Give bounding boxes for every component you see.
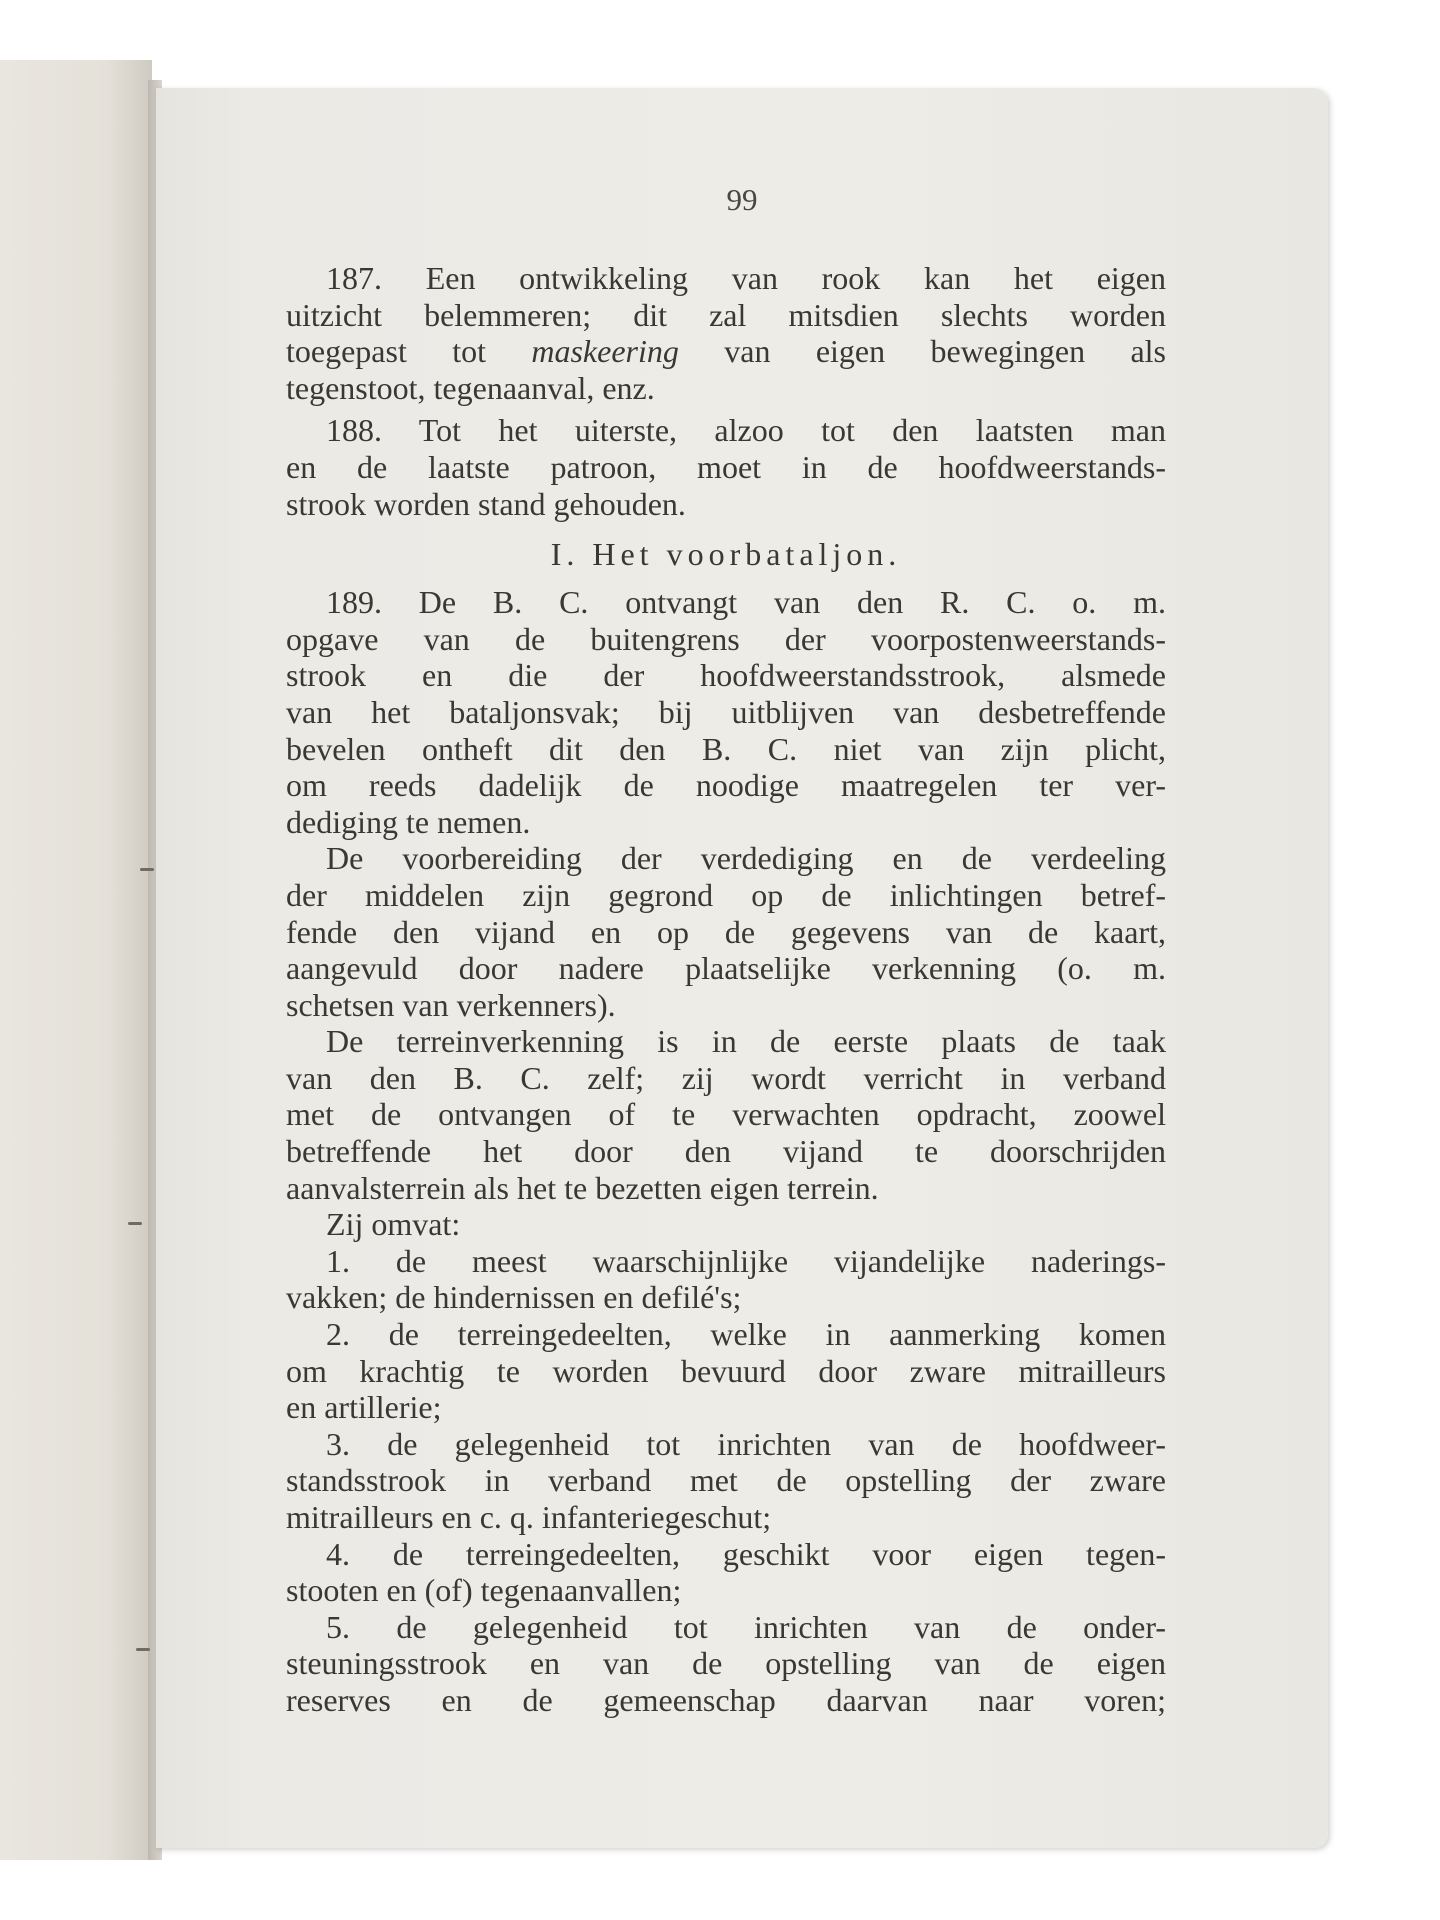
paragraph-188: [286, 412, 1166, 522]
paragraph-zij-omvat: [286, 1206, 1166, 1243]
text-line: tegenstoot, tegenaanval, enz.: [286, 369, 655, 406]
text-line: fende den vijand en op de gegevens van de kaart,: [286, 913, 1166, 950]
text-line: dediging te nemen.: [286, 803, 531, 840]
margin-mark: [128, 1222, 142, 1225]
text-line: om reeds dadelijk de noodige maatregelen ter ver-: [286, 767, 1166, 804]
text-line: De voorbereiding der verdediging en de verdeeling: [326, 840, 1166, 877]
text-line: 2. de terreingedeelten, welke in aanmerking komen: [326, 1316, 1166, 1353]
left-page-edge: [0, 60, 152, 1860]
text-line: strook en die der hoofdweerstandsstrook, alsmede: [286, 657, 1166, 694]
text-line: vakken; de hindernissen en defilé's;: [286, 1279, 742, 1316]
paragraph-189: [286, 584, 1166, 840]
paragraph-187: [286, 260, 1166, 406]
margin-mark: [136, 1648, 150, 1651]
text-line: 1. de meest waarschijnlijke vijandelijke naderings-: [326, 1242, 1166, 1279]
text-line: reserves en de gemeenschap daarvan naar voren;: [286, 1681, 1166, 1718]
list-item-5: [286, 1609, 1166, 1719]
text-line: aanvalsterrein als het te bezetten eigen terrein.: [286, 1169, 879, 1206]
text-line: om krachtig te worden bevuurd door zware mitrailleurs: [286, 1352, 1166, 1389]
text-line: steuningsstrook en van de opstelling van de eigen: [286, 1645, 1166, 1682]
text-line: en artillerie;: [286, 1389, 442, 1426]
text-line: 187. Een ontwikkeling van rook kan het eigen: [326, 260, 1166, 296]
text-line: uitzicht belemmeren; dit zal mitsdien slechts worden: [286, 296, 1166, 333]
text-line: strook worden stand gehouden.: [286, 485, 686, 522]
paragraph-terreinverkenning: [286, 1023, 1166, 1206]
text-line: 4. de terreingedeelten, geschikt voor eigen tegen-: [326, 1535, 1166, 1572]
list-item-2: [286, 1316, 1166, 1426]
text-line: van den B. C. zelf; zij wordt verricht in verband: [286, 1059, 1166, 1096]
section-heading: I. Het voorbataljon.: [550, 536, 902, 573]
paragraph-voorbereiding: [286, 840, 1166, 1023]
text-line: stooten en (of) tegenaanvallen;: [286, 1572, 682, 1609]
text-line: 188. Tot het uiterste, alzoo tot den laatsten man: [326, 412, 1166, 449]
page-body: [286, 260, 1166, 1719]
text-line: Zij omvat:: [326, 1206, 461, 1243]
page-number: 99: [726, 182, 758, 217]
text-line: opgave van de buitengrens der voorpostenweerstands-: [286, 620, 1166, 657]
text-line: 189. De B. C. ontvangt van den R. C. o. m.: [326, 584, 1166, 621]
list-item-1: [286, 1243, 1166, 1316]
text-line: der middelen zijn gegrond op de inlichtingen betref-: [286, 876, 1166, 913]
list-item-3: [286, 1426, 1166, 1536]
text-line: De terreinverkenning is in de eerste plaats de taak: [326, 1023, 1166, 1060]
list-item-4: [286, 1536, 1166, 1609]
text-line: schetsen van verkenners).: [286, 986, 616, 1023]
text-line: aangevuld door nadere plaatselijke verkenning (o. m.: [286, 950, 1166, 987]
text-line: van het bataljonsvak; bij uitblijven van desbetreffende: [286, 693, 1166, 730]
text-line: standsstrook in verband met de opstelling der zware: [286, 1462, 1166, 1499]
text-line: bevelen ontheft dit den B. C. niet van zijn plicht,: [286, 730, 1166, 767]
text-line: 5. de gelegenheid tot inrichten van de onder-: [326, 1608, 1166, 1645]
emphasized-word: maskeering: [531, 333, 679, 370]
margin-mark: [140, 868, 154, 871]
text-line: met de ontvangen of te verwachten opdracht, zoowel: [286, 1096, 1166, 1133]
text-line: en de laatste patroon, moet in de hoofdweerstands-: [286, 448, 1166, 485]
text-line-with-emphasis: toegepast tot maskeering van eigen bewegingen als: [286, 333, 1166, 370]
text-line: betreffende het door den vijand te doorschrijden: [286, 1133, 1166, 1170]
text-line: 3. de gelegenheid tot inrichten van de hoofdweer-: [326, 1425, 1166, 1462]
text-line: mitrailleurs en c. q. infanteriegeschut;: [286, 1499, 772, 1535]
